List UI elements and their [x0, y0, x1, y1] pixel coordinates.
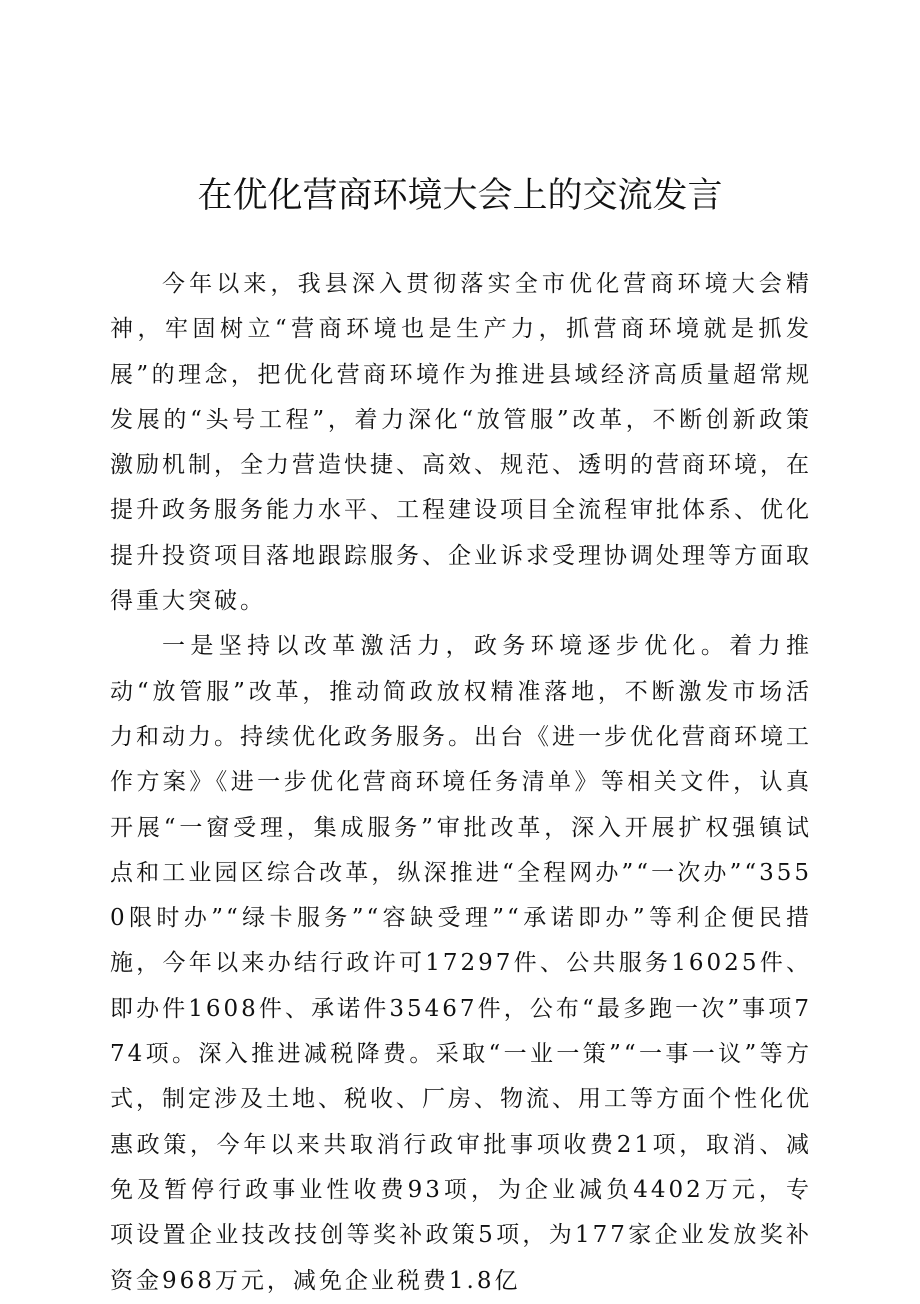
paragraph-reform: 一是坚持以改革激活力，政务环境逐步优化。着力推动“放管服”改革，推动简政放权精准落地，不断激发市场活力和动力。持续优化政务服务。出台《进一步优化营商环境工作方案》《进一步优化营商环境任务清单》等相关文件，认真开展“一窗受理，集成服务”审批改革，深入开展扩权强镇试点和工业园区综合改革，纵深推进“全程网办”“一次办”“3550限时办”“绿卡服务”“容缺受理”“承诺即办”等利企便民措施，今年以来办结行政许可17297件、公共服务16025件、即办件1608件、承诺件35467件，公布“最多跑一次”事项774项。深入推进减税降费。采取“一业一策”“一事一议”等方式，制定涉及土地、税收、厂房、物流、用工等方面个性化优惠政策，今年以来共取消行政审批事项收费21项，取消、减免及暂停行政事业性收费93项，为企业减负4402万元，专项设置企业技改技创等奖补政策5项，为177家企业发放奖补资金968万元，减免企业税费1.8亿: [110, 633, 812, 1294]
document-body: [110, 262, 812, 1304]
paragraph-intro: 今年以来，我县深入贯彻落实全市优化营商环境大会精神，牢固树立“营商环境也是生产力，抓营商环境就是抓发展”的理念，把优化营商环境作为推进县域经济高质量超常规发展的“头号工程”，着力深化“放管服”改革，不断创新政策激励机制，全力营造快捷、高效、规范、透明的营商环境，在提升政务服务能力水平、工程建设项目全流程审批体系、优化提升投资项目落地跟踪服务、企业诉求受理协调处理等方面取得重大突破。: [110, 271, 812, 615]
document-title: 在优化营商环境大会上的交流发言: [197, 176, 723, 216]
